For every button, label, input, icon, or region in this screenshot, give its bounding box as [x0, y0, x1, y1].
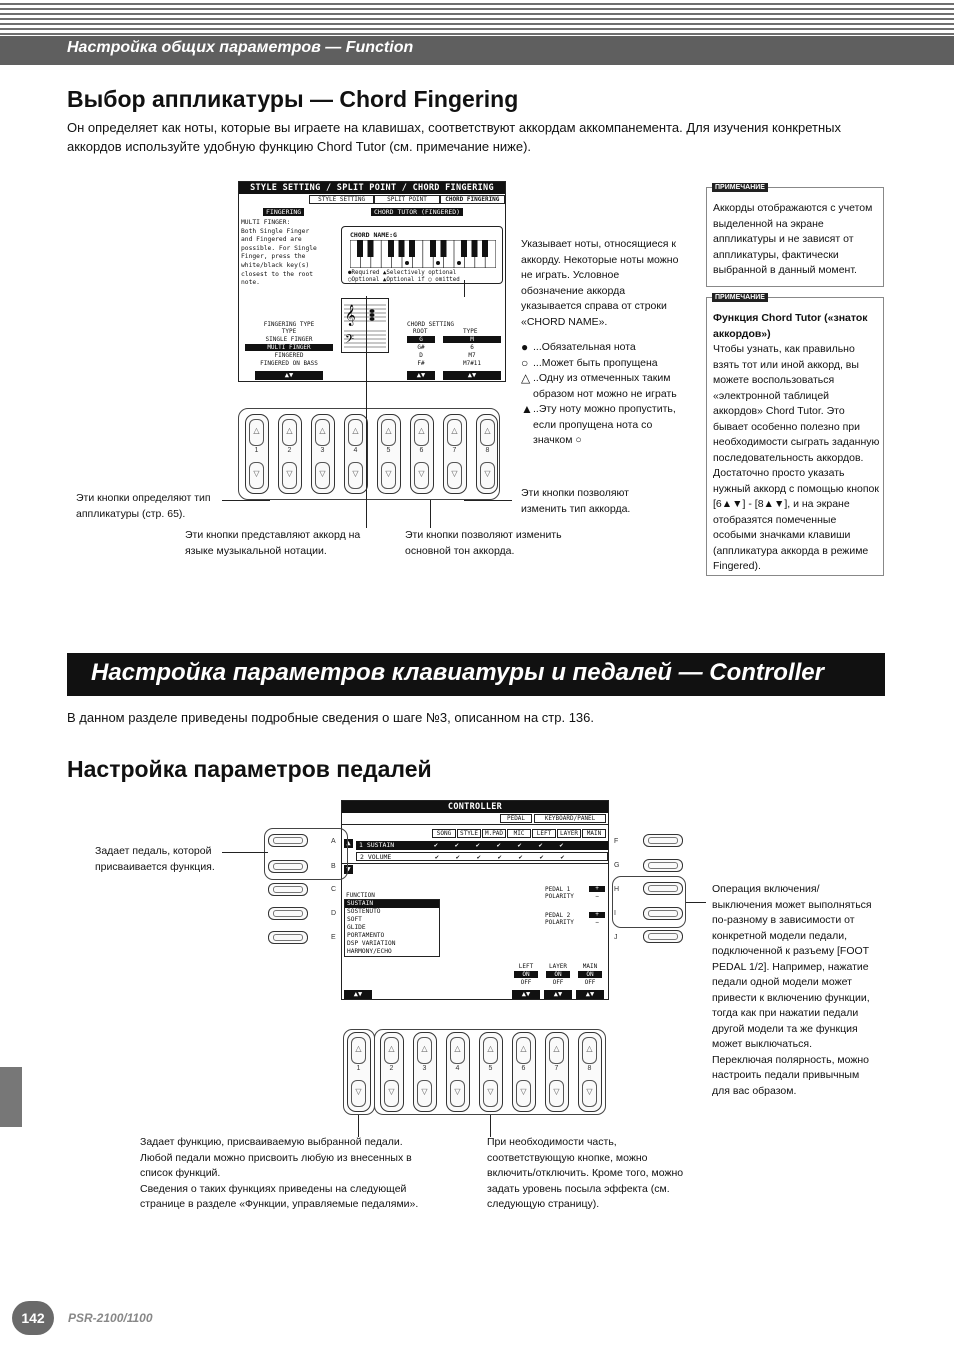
type-label: TYPE	[281, 328, 297, 335]
header-stripes	[0, 0, 954, 36]
lcd-button-f[interactable]	[643, 834, 683, 847]
lcd-button-5[interactable]: △ 5 ▽	[377, 414, 401, 494]
pedal2-polarity: PEDAL 2 POLARITY	[545, 912, 574, 926]
function-list[interactable]	[344, 899, 440, 957]
button-label-i: I	[614, 910, 616, 917]
up-arrow-icon[interactable]: ▲	[344, 839, 353, 848]
leader-line	[222, 500, 270, 501]
lcd-title: CONTROLLER	[342, 801, 608, 813]
chord-type-selected[interactable]: M	[443, 336, 501, 343]
tab-chord-fingering[interactable]: CHORD FINGERING	[440, 195, 505, 204]
note-box	[706, 184, 884, 287]
lcd-button-1[interactable]: △ 1 ▽	[245, 414, 269, 494]
button-label-b: B	[331, 863, 336, 870]
legend-line2: ○Optional ▲Optional if ○ omitted	[348, 277, 460, 283]
lcd-button-b[interactable]	[268, 860, 308, 873]
section-title: Выбор аппликатуры — Chord Fingering	[67, 86, 519, 112]
lcd-button-1[interactable]: △ 1 ▽	[347, 1032, 371, 1112]
column-mic: MIC	[507, 829, 531, 838]
intro-text: Он определяет как ноты, которые вы играете на клавишах, соответствуют аккордам аккомпанемента. Для изучения конкретных аккордов используйте удобную функцию Chord Tutor (см. примечание ниже).	[67, 120, 841, 154]
function-item[interactable]: DSP VARIATION	[347, 940, 396, 947]
callout-parts: При необходимости часть, соответствующую кнопке, можно включить/отключить. Кроме того, можно задать уровень посыла эффекта (см. следующую страницу).	[487, 1136, 684, 1210]
button-label-c: C	[331, 886, 337, 893]
part-main-on[interactable]: ON	[578, 971, 602, 978]
svg-text:𝄢: 𝄢	[345, 333, 355, 349]
button-label-h: H	[614, 886, 620, 893]
chord-type-option[interactable]: M7	[468, 352, 476, 359]
note-tag: ПРИМЕЧАНИЕ	[712, 293, 768, 302]
pedal1-polarity: PEDAL 1 POLARITY	[545, 886, 574, 900]
callout-function-assign: Задает функцию, присваиваемую выбранной педали. Любой педали можно присвоить любую из внесенных в список функций. Сведения о таких функциях приведены на следующей странице в разделе «Функции, управляемые педалями».	[140, 1136, 419, 1210]
page-number: 142	[12, 1301, 54, 1335]
lcd-button-6[interactable]: △ 6 ▽	[410, 414, 434, 494]
chord-type-option[interactable]: M7#11	[462, 360, 482, 367]
lcd-button-e[interactable]	[268, 931, 308, 944]
section2-subtitle: Настройка параметров педалей	[67, 756, 432, 782]
callout-fingering-buttons: Эти кнопки определяют тип аппликатуры (стр. 65).	[76, 492, 211, 520]
chord-name: CHORD NAME:G	[350, 231, 397, 239]
legend-required: ● ...Обязательная нота	[521, 340, 636, 354]
polarity-minus[interactable]: −	[595, 893, 599, 900]
lcd-button-5[interactable]: △ 5 ▽	[479, 1032, 503, 1112]
part-left-on[interactable]: ON	[514, 971, 538, 978]
root-option[interactable]: D	[419, 352, 423, 359]
callout-notation-buttons: Эти кнопки представляют аккорд на языке музыкальной нотации.	[185, 529, 361, 557]
lcd-button-j[interactable]	[643, 930, 683, 943]
banner-title: Настройка параметров клавиатуры и педалей — Controller	[91, 659, 824, 686]
tab-split-point[interactable]: SPLIT POINT	[374, 195, 439, 204]
polarity-minus[interactable]: −	[595, 919, 599, 926]
circle-icon: ○	[521, 355, 529, 370]
column-layer: LAYER	[557, 829, 581, 838]
callout-root-buttons: Эти кнопки позволяют изменить основной тон аккорда.	[405, 529, 562, 557]
type-option[interactable]: FINGERED	[274, 352, 304, 359]
type-option[interactable]: FINGERED ON BASS	[260, 360, 318, 367]
lcd-button-6[interactable]: △ 6 ▽	[512, 1032, 536, 1112]
leader-line	[464, 280, 465, 297]
legend-line1: ●Required ▲Selectively optional	[348, 270, 457, 276]
function-item-selected[interactable]: SUSTAIN	[345, 900, 439, 908]
mini-keyboard	[350, 240, 496, 268]
root-arrows[interactable]: ▲▼	[407, 371, 435, 380]
polarity-plus[interactable]: +	[589, 912, 605, 918]
note-text: Аккорды отображаются с учетом выделенной на экране аппликатуры и не зависят от аппликатуры, фактически выбранной в данный момент.	[713, 202, 873, 276]
lcd-button-8[interactable]: △ 8 ▽	[476, 414, 498, 494]
button-label-g: G	[614, 862, 620, 869]
lcd-tabs	[239, 195, 505, 204]
callout-notes: Указывает ноты, относящиеся к аккорду. Некоторые ноты можно не играть. Условное обозначение аккорда указывается справа от строки «CHORD NAME».	[521, 238, 679, 328]
chord-type-arrows[interactable]: ▲▼	[443, 371, 501, 380]
lcd-button-4[interactable]: △ 4 ▽	[446, 1032, 470, 1112]
legend-optional: ○ ...Может быть пропущена	[521, 355, 658, 370]
column-main: MAIN	[582, 829, 606, 838]
lcd-button-c[interactable]	[268, 883, 308, 896]
button-label-a: A	[331, 838, 336, 845]
function-item[interactable]: PORTAMENTO	[347, 932, 385, 939]
part-main-off[interactable]: OFF	[584, 979, 596, 986]
leader-line	[464, 500, 512, 501]
note-tag: ПРИМЕЧАНИЕ	[712, 183, 768, 192]
callout-pedal-select: Задает педаль, которой присваивается функция.	[95, 845, 215, 873]
layer-arrows[interactable]: ▲▼	[544, 990, 572, 999]
triangle-filled-icon: ▲	[521, 402, 533, 416]
root-selected[interactable]: G	[407, 336, 435, 343]
note-box-chord-tutor	[706, 294, 884, 576]
note-text: Чтобы узнать, как правильно взять тот или иной аккорд, вы можете воспользоваться «электронной таблицей аккордов» Chord Tutor. Это бывает особенно полезно при необходимости сыграть заданную последовательность аккордов. Достаточно просто указать нужный аккорд с помощью кнопок [6▲▼] - [8▲▼], и на экране отобразятся помеченные особыми значками клавиши (аппликатура аккорда в режиме Fingered).	[713, 343, 880, 572]
lcd-button-8[interactable]: △ 8 ▽	[578, 1032, 602, 1112]
function-label: FUNCTION	[346, 892, 375, 899]
main-arrows[interactable]: ▲▼	[576, 990, 604, 999]
header-bar	[0, 36, 954, 65]
filled-circle-icon: ●	[521, 340, 529, 354]
function-arrows[interactable]: ▲▼	[344, 990, 372, 999]
function-item[interactable]: GLIDE	[347, 924, 366, 931]
column-mpad: M.PAD	[482, 829, 506, 838]
staff-graphic	[342, 299, 388, 352]
part-layer-label: LAYER	[548, 963, 568, 970]
fingering-description: MULTI FINGER: Both Single Finger and Fingered are possible. For Single Finger, press the white/black key(s) closest to the root note.	[241, 219, 317, 287]
notation-staff	[341, 298, 389, 353]
section2-intro: В данном разделе приведены подробные сведения о шаге №3, описанном на стр. 136.	[67, 710, 595, 725]
lcd-button-h[interactable]	[643, 882, 683, 895]
root-option[interactable]: F#	[417, 360, 425, 367]
lcd-button-a[interactable]	[268, 834, 308, 847]
lcd-button-3[interactable]: △ 3 ▽	[413, 1032, 437, 1112]
callout-legend	[521, 340, 683, 449]
button-label-j: J	[614, 934, 618, 941]
column-left: LEFT	[532, 829, 556, 838]
tab-pedal[interactable]: PEDAL	[500, 814, 532, 823]
lcd-button-d[interactable]	[268, 907, 308, 920]
lcd-button-g[interactable]	[643, 859, 683, 872]
type-option-selected[interactable]: MULTI FINGER	[245, 344, 333, 351]
fingering-label: FINGERING	[263, 208, 304, 216]
column-song: SONG	[432, 829, 456, 838]
chord-tutor-label: CHORD TUTOR (FINGERED)	[371, 208, 463, 216]
function-item[interactable]: SOSTENUTO	[347, 908, 381, 915]
controller-lcd	[341, 800, 609, 1000]
tab-keyboard-panel[interactable]: KEYBOARD/PANEL	[534, 814, 606, 823]
leader-line	[366, 296, 367, 528]
part-layer-off[interactable]: OFF	[552, 979, 564, 986]
part-layer-on[interactable]: ON	[546, 971, 570, 978]
legend-conditional: ▲ ..Эту ноту можно пропустить, если пропущена нота со значком ○	[521, 402, 683, 449]
lcd-title: STYLE SETTING / SPLIT POINT / CHORD FINGERING	[239, 182, 505, 194]
part-main-label: MAIN	[582, 963, 598, 970]
chord-setting-label: CHORD SETTING	[407, 321, 454, 328]
chord-type-option[interactable]: 6	[470, 344, 474, 351]
leader-line	[430, 500, 431, 528]
controller-banner	[67, 653, 885, 696]
button-label-e: E	[331, 934, 336, 941]
left-arrows[interactable]: ▲▼	[512, 990, 540, 999]
lcd-button-i[interactable]	[643, 907, 683, 920]
button-label-f: F	[614, 838, 619, 845]
root-option[interactable]: G#	[417, 344, 425, 351]
button-label-d: D	[331, 910, 337, 917]
pedal-row[interactable]: 2 VOLUME ✔✔✔✔✔✔✔	[356, 852, 608, 861]
function-item[interactable]: HARMONY/ECHO	[347, 948, 392, 955]
polarity-plus[interactable]: +	[589, 886, 605, 892]
svg-text:𝄞: 𝄞	[345, 305, 356, 326]
type-option[interactable]: SINGLE FINGER	[265, 336, 313, 343]
triangle-outline-icon: △	[521, 371, 531, 385]
model-name: PSR-2100/1100	[68, 1311, 153, 1325]
side-tab	[0, 1067, 22, 1127]
root-label: ROOT	[413, 328, 428, 335]
pedal-row-selected[interactable]: 1 SUSTAIN ✔✔✔✔✔✔✔	[356, 841, 608, 850]
chord-type-label: TYPE	[463, 328, 478, 335]
column-headers	[432, 829, 606, 838]
fingering-type-label: FINGERING TYPE	[263, 321, 315, 328]
callout-polarity: Операция включения/ выключения может выполняться по-разному в зависимости от конкретной модели педали, подключенной к разъему [FOOT PEDAL 1/2]. Например, нажатие педали одной модели может привести к включению функции, тогда как при нажатии педали другой модели та же функция может выключаться. Переключая полярность, можно настроить педали привычным для вас образом.	[712, 883, 872, 1097]
part-switches	[510, 963, 608, 987]
callout-type-buttons: Эти кнопки позволяют изменить тип аккорда.	[521, 487, 631, 515]
lcd-button-2[interactable]: △ 2 ▽	[380, 1032, 404, 1112]
chord-fingering-lcd	[238, 181, 506, 382]
lcd-button-3[interactable]: △ 3 ▽	[311, 414, 335, 494]
note-title: Функция Chord Tutor («знаток аккордов»)	[713, 312, 868, 340]
lcd-button-7[interactable]: △ 7 ▽	[545, 1032, 569, 1112]
down-arrow-icon[interactable]: ▼	[344, 865, 353, 874]
tab-style-setting[interactable]: STYLE SETTING	[309, 195, 374, 204]
lcd-button-2[interactable]: △ 2 ▽	[278, 414, 302, 494]
part-left-off[interactable]: OFF	[520, 979, 532, 986]
lcd-button-7[interactable]: △ 7 ▽	[443, 414, 467, 494]
function-item[interactable]: SOFT	[347, 916, 362, 923]
column-style: STYLE	[457, 829, 481, 838]
header-title: Настройка общих параметров — Function	[67, 39, 414, 56]
legend-selective: △ ..Одну из отмеченных таким образом нот можно не играть	[521, 371, 683, 402]
lcd-button-4[interactable]: △ 4 ▽	[344, 414, 368, 494]
chord-keyboard-panel	[341, 226, 503, 284]
part-left-label: LEFT	[518, 963, 534, 970]
type-arrows[interactable]: ▲▼	[255, 371, 323, 380]
